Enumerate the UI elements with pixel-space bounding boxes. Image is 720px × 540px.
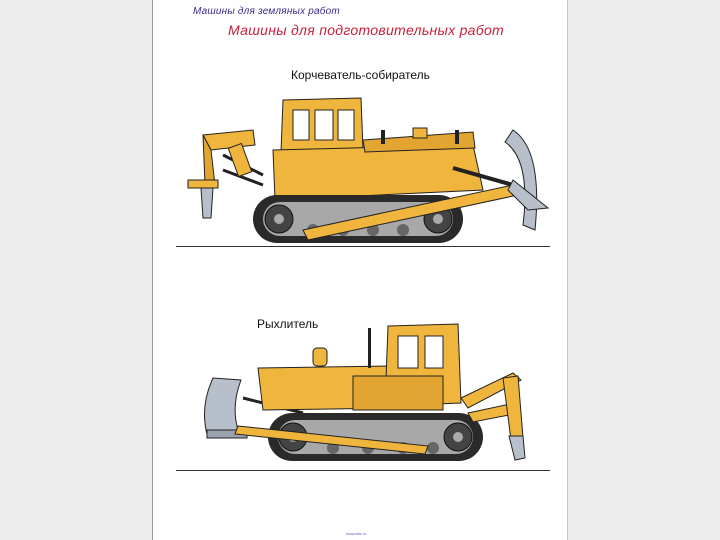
ground-line-1	[176, 246, 550, 247]
tractor-body	[258, 324, 461, 410]
tractor-body	[273, 98, 483, 200]
caption-ripper: Рыхлитель	[257, 317, 319, 331]
left-margin	[0, 0, 153, 540]
document-page	[153, 0, 567, 540]
header-small: Машины для земляных работ	[193, 6, 340, 17]
root-rake-illustration	[183, 90, 553, 250]
rear-frame	[188, 130, 263, 218]
caption-root-rake: Корчеватель-собиратель	[291, 68, 430, 82]
right-margin	[567, 0, 720, 540]
ripper-illustration	[193, 318, 553, 468]
footer-link[interactable]: www.site.ru	[346, 531, 367, 536]
ground-line-2	[176, 470, 550, 471]
root-rake	[505, 130, 548, 230]
page-title: Машины для подготовительных работ	[228, 22, 504, 38]
